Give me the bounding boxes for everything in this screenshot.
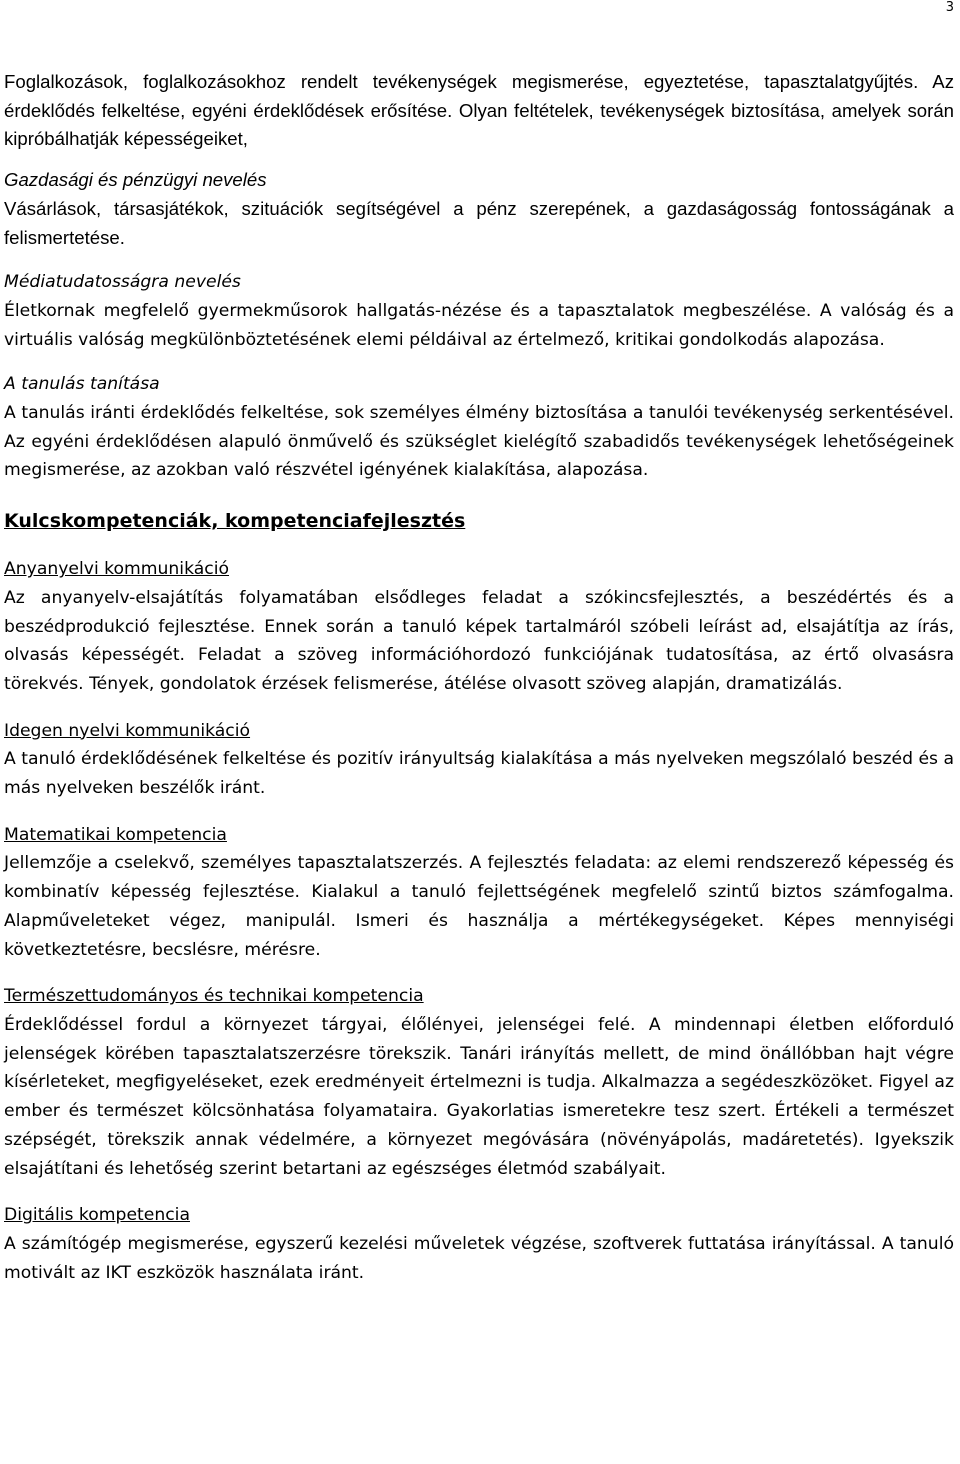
competency-heading: Anyanyelvi kommunikáció: [4, 559, 230, 580]
competency-native-language: [4, 555, 954, 699]
intro-paragraph: Foglalkozások, foglalkozásokhoz rendelt tevékenységek megismerése, egyeztetése, tapasztalatgyűjtés. Az érdeklődés felkeltése, egyéni érdeklődések erősítése. Olyan feltételek, tevékenységek biztosítása, amelyek során kipróbálhatják képességeiket,: [4, 71, 954, 150]
main-heading: Kulcskompetenciák, kompetenciafejlesztés: [4, 510, 466, 533]
section-learning-to-learn: [4, 370, 954, 485]
competency-body: A tanuló érdeklődésének felkeltése és pozitív irányultság kialakítása a más nyelveken megszólaló beszéd és a más nyelveken beszélők iránt.: [4, 749, 954, 799]
competency-body: Érdeklődéssel fordul a környezet tárgyai, élőlényei, jelenségei felé. A mindennapi életben előforduló jelenségek körében tapasztalatszerzésre törekszik. Tanári irányítás mellett, de mind önállóbban hajt végre kísérleteket, megfigyeléseket, ezek eredményeit értelmezni is tudja. Alkalmazza a segédeszközöket. Figyel az ember és természet kölcsönhatása folyamataira. Gyakorlatias ismeretekre tesz szert. Értékeli a természet szépségét, törekszik annak védelmére, a környezet megóvására (növényápolás, madáretetés). Igyekszik elsajátítani és lehetőség szerint betartani az egészséges életmód szabályait.: [4, 1014, 954, 1179]
section-heading: Médiatudatosságra nevelés: [4, 272, 241, 293]
competency-science-technology: [4, 982, 954, 1183]
competency-heading: Természettudományos és technikai kompetencia: [4, 986, 424, 1007]
competency-heading: Idegen nyelvi kommunikáció: [4, 720, 251, 741]
competency-heading: Matematikai kompetencia: [4, 824, 227, 845]
competency-heading: Digitális kompetencia: [4, 1205, 190, 1226]
section-economic-education: [4, 166, 954, 252]
section-body: Életkornak megfelelő gyermekműsorok hallgatás-nézése és a tapasztalatok megbeszélése. A valóság és a virtuális valóság megkülönböztetésének elemi példáival az értelmező, kritikai gondolkodás alapozása.: [4, 300, 954, 350]
document-body: [4, 68, 954, 1287]
competency-mathematics: [4, 821, 954, 965]
intro-section: [4, 68, 954, 154]
section-heading: Gazdasági és pénzügyi nevelés: [4, 169, 267, 191]
section-media-literacy: [4, 268, 954, 354]
section-body: Vásárlások, társasjátékok, szituációk segítségével a pénz szerepének, a gazdaságosság fontosságának a felismertetése.: [4, 197, 954, 248]
competency-body: A számítógép megismerése, egyszerű kezelési műveletek végzése, szoftverek futtatása irányítással. A tanuló motivált az IKT eszközök használata iránt.: [4, 1233, 954, 1283]
competency-digital: [4, 1201, 954, 1287]
section-body: A tanulás iránti érdeklődés felkeltése, sok személyes élmény biztosítása a tanulói tevékenység serkentésével. Az egyéni érdeklődésen alapuló önművelő és szükséglet kielégítő szabadidős tevékenységek lehetőségeinek megismerése, az azokban való részvétel igényének kialakítása, alapozása.: [4, 403, 954, 481]
competency-body: Jellemzője a cselekvő, személyes tapasztalatszerzés. A fejlesztés feladata: az elemi rendszerező képesség és kombinatív képesség fejlesztése. Kialakul a tanuló fejlettségének megfelelő szintű biztos számfogalma. Alapműveleteket végez, manipulál. Ismeri és használja a mértékegységeket. Képes mennyiségi következtetésre, becslésre, mérésre.: [4, 853, 954, 960]
section-heading: A tanulás tanítása: [4, 374, 160, 395]
competency-foreign-language: [4, 717, 954, 803]
competency-body: Az anyanyelv-elsajátítás folyamatában elsődleges feladat a szókincsfejlesztés, a beszédértés és a beszédprodukció fejlesztése. Ennek során a tanuló képek tartalmáról szóbeli leírást ad, elsajátítja az írás, olvasás képességét. Feladat a szöveg információhordozó funkciójának tudatosítása, az értő olvasásra törekvés. Tények, gondolatok érzések felismerése, átélése olvasott szöveg alapján, dramatizálás.: [4, 587, 954, 694]
page-number: 3: [945, 0, 954, 15]
